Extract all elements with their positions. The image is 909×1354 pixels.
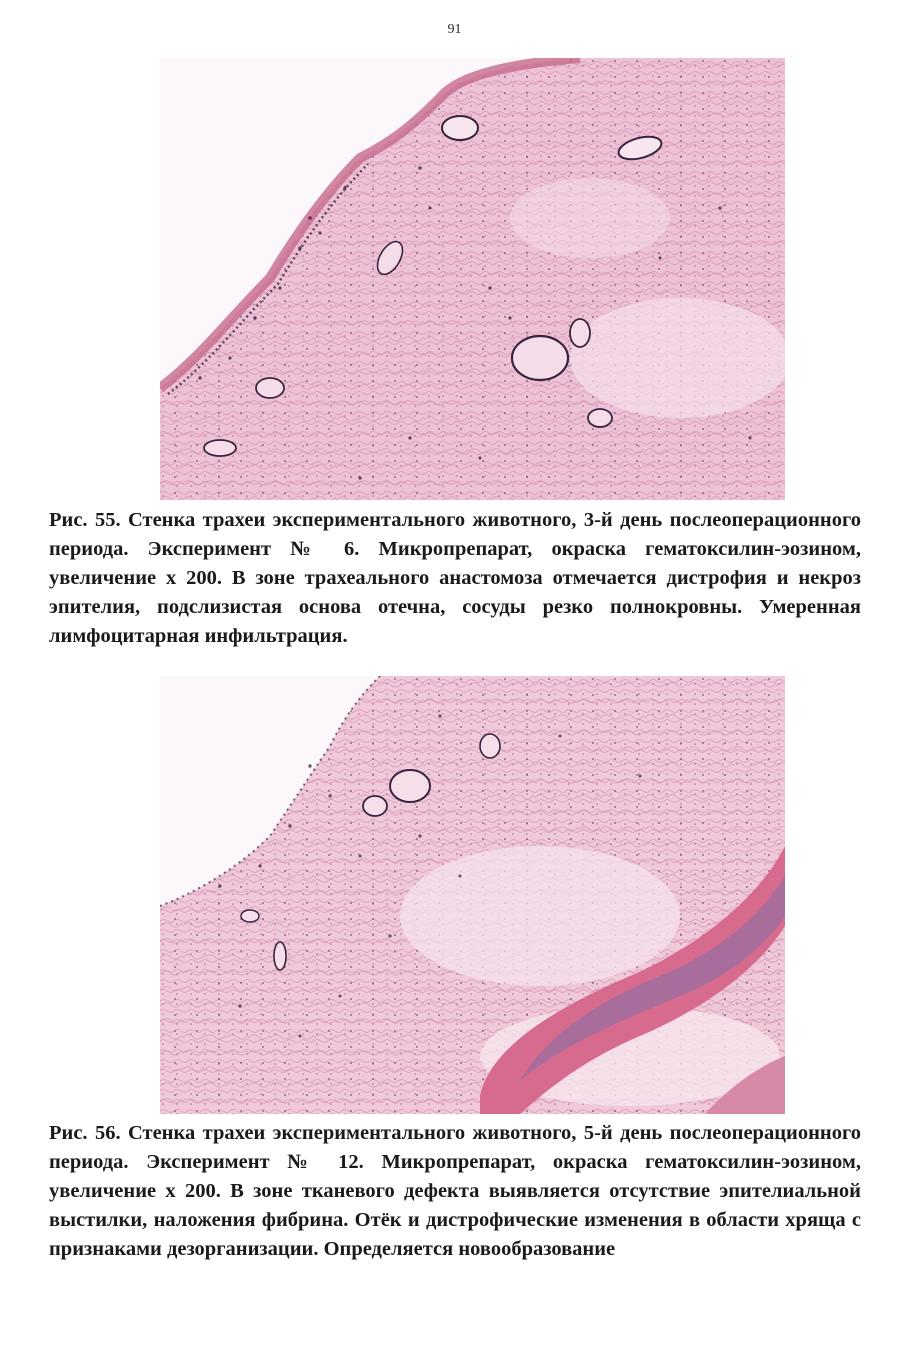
micrograph-figure-55 <box>160 58 785 500</box>
figure-56-caption: Рис. 56. Стенка трахеи экспериментального животного, 5-й день послеоперационного периода. Эксперимент № 12. Микропрепарат, окраска гематоксилин-эозином, увеличение х 200. В зоне тканевого дефекта выявляется отсутствие эпителиальной выстилки, наложения фибрина. Отёк и дистрофические изменения в области хряща с признаками дезорганизации. Определяется новообразование <box>49 1122 861 1260</box>
figure-55-caption: Рис. 55. Стенка трахеи экспериментального животного, 3-й день послеоперационного периода. Эксперимент № 6. Микропрепарат, окраска гематоксилин-эозином, увеличение х 200. В зоне трахеального анастомоза отмечается дистрофия и некроз эпителия, подслизистая основа отечна, сосуды резко полнокровны. Умеренная лимфоцитарная инфильтрация. <box>49 509 861 647</box>
micrograph-figure-56 <box>160 676 785 1114</box>
micrograph-figure-55-image <box>160 58 785 500</box>
page-number: 91 <box>447 22 462 37</box>
micrograph-figure-56-image <box>160 676 785 1114</box>
